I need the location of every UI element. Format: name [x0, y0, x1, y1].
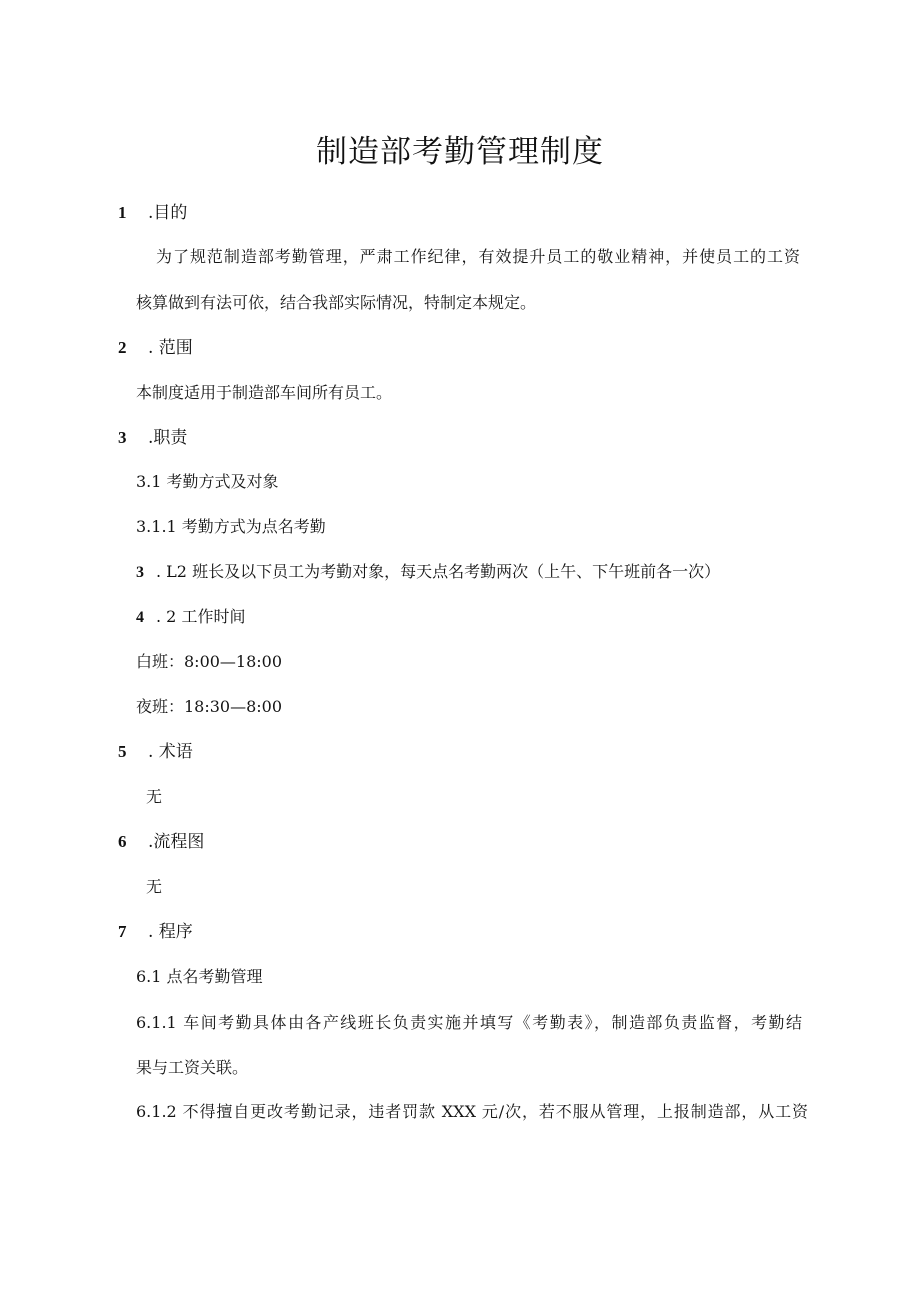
section-heading-flowchart: [118, 831, 204, 853]
paragraph-6-1-1-line-1: 6.1.1 车间考勤具体由各产线班长负责实施并填写《考勤表》，制造部负责监督，考勤结: [136, 1013, 802, 1032]
section-number: 3: [118, 428, 127, 447]
paragraph-day-shift: 白班：8:00—18:00: [136, 652, 283, 671]
paragraph-3-1-1: 3.1.1 考勤方式为点名考勤: [136, 517, 326, 536]
section-number: 4: [136, 609, 144, 626]
section-number: 1: [118, 203, 127, 222]
section-label: .职责: [148, 428, 188, 448]
paragraph-6-1: 6.1 点名考勤管理: [136, 967, 263, 986]
paragraph-terms: 无: [146, 787, 163, 806]
section-number: 6: [118, 832, 127, 851]
document-title: 制造部考勤管理制度: [316, 134, 604, 170]
section-heading-purpose: [118, 202, 187, 224]
section-label: . L2 班长及以下员工为考勤对象，每天点名考勤两次（上午、下午班前各一次）: [156, 562, 721, 581]
section-label: .流程图: [148, 832, 205, 852]
section-heading-scope: [118, 337, 193, 359]
section-label: .目的: [148, 203, 188, 223]
paragraph-3-1: 3.1 考勤方式及对象: [136, 472, 279, 491]
paragraph-6-1-2: 6.1.2 不得擅自更改考勤记录，违者罚款 XXX 元/次，若不服从管理，上报制造部，从工资: [136, 1102, 808, 1121]
paragraph-purpose-line-1: 为了规范制造部考勤管理，严肃工作纪律，有效提升员工的敬业精神，并使员工的工资: [156, 247, 800, 266]
section-heading-procedure: [118, 921, 193, 943]
section-label: . 程序: [148, 922, 193, 942]
section-number: 2: [118, 338, 127, 357]
section-number: 7: [118, 922, 127, 941]
paragraph-flowchart: 无: [146, 877, 163, 896]
paragraph-6-1-1-line-2: 果与工资关联。: [136, 1058, 249, 1077]
section-heading-work-time: [136, 606, 245, 629]
section-label: . 范围: [148, 338, 193, 358]
section-number: 3: [136, 564, 144, 581]
section-heading-terms: [118, 741, 193, 763]
section-heading-attendance-target: [136, 561, 720, 584]
section-label: . 术语: [148, 742, 193, 762]
paragraph-night-shift: 夜班：18:30—8:00: [136, 697, 283, 716]
section-heading-responsibility: [118, 427, 187, 449]
paragraph-scope: 本制度适用于制造部车间所有员工。: [136, 383, 393, 402]
section-number: 5: [118, 742, 127, 761]
section-label: . 2 工作时间: [156, 607, 246, 626]
paragraph-purpose-line-2: 核算做到有法可依，结合我部实际情况，特制定本规定。: [136, 293, 537, 312]
